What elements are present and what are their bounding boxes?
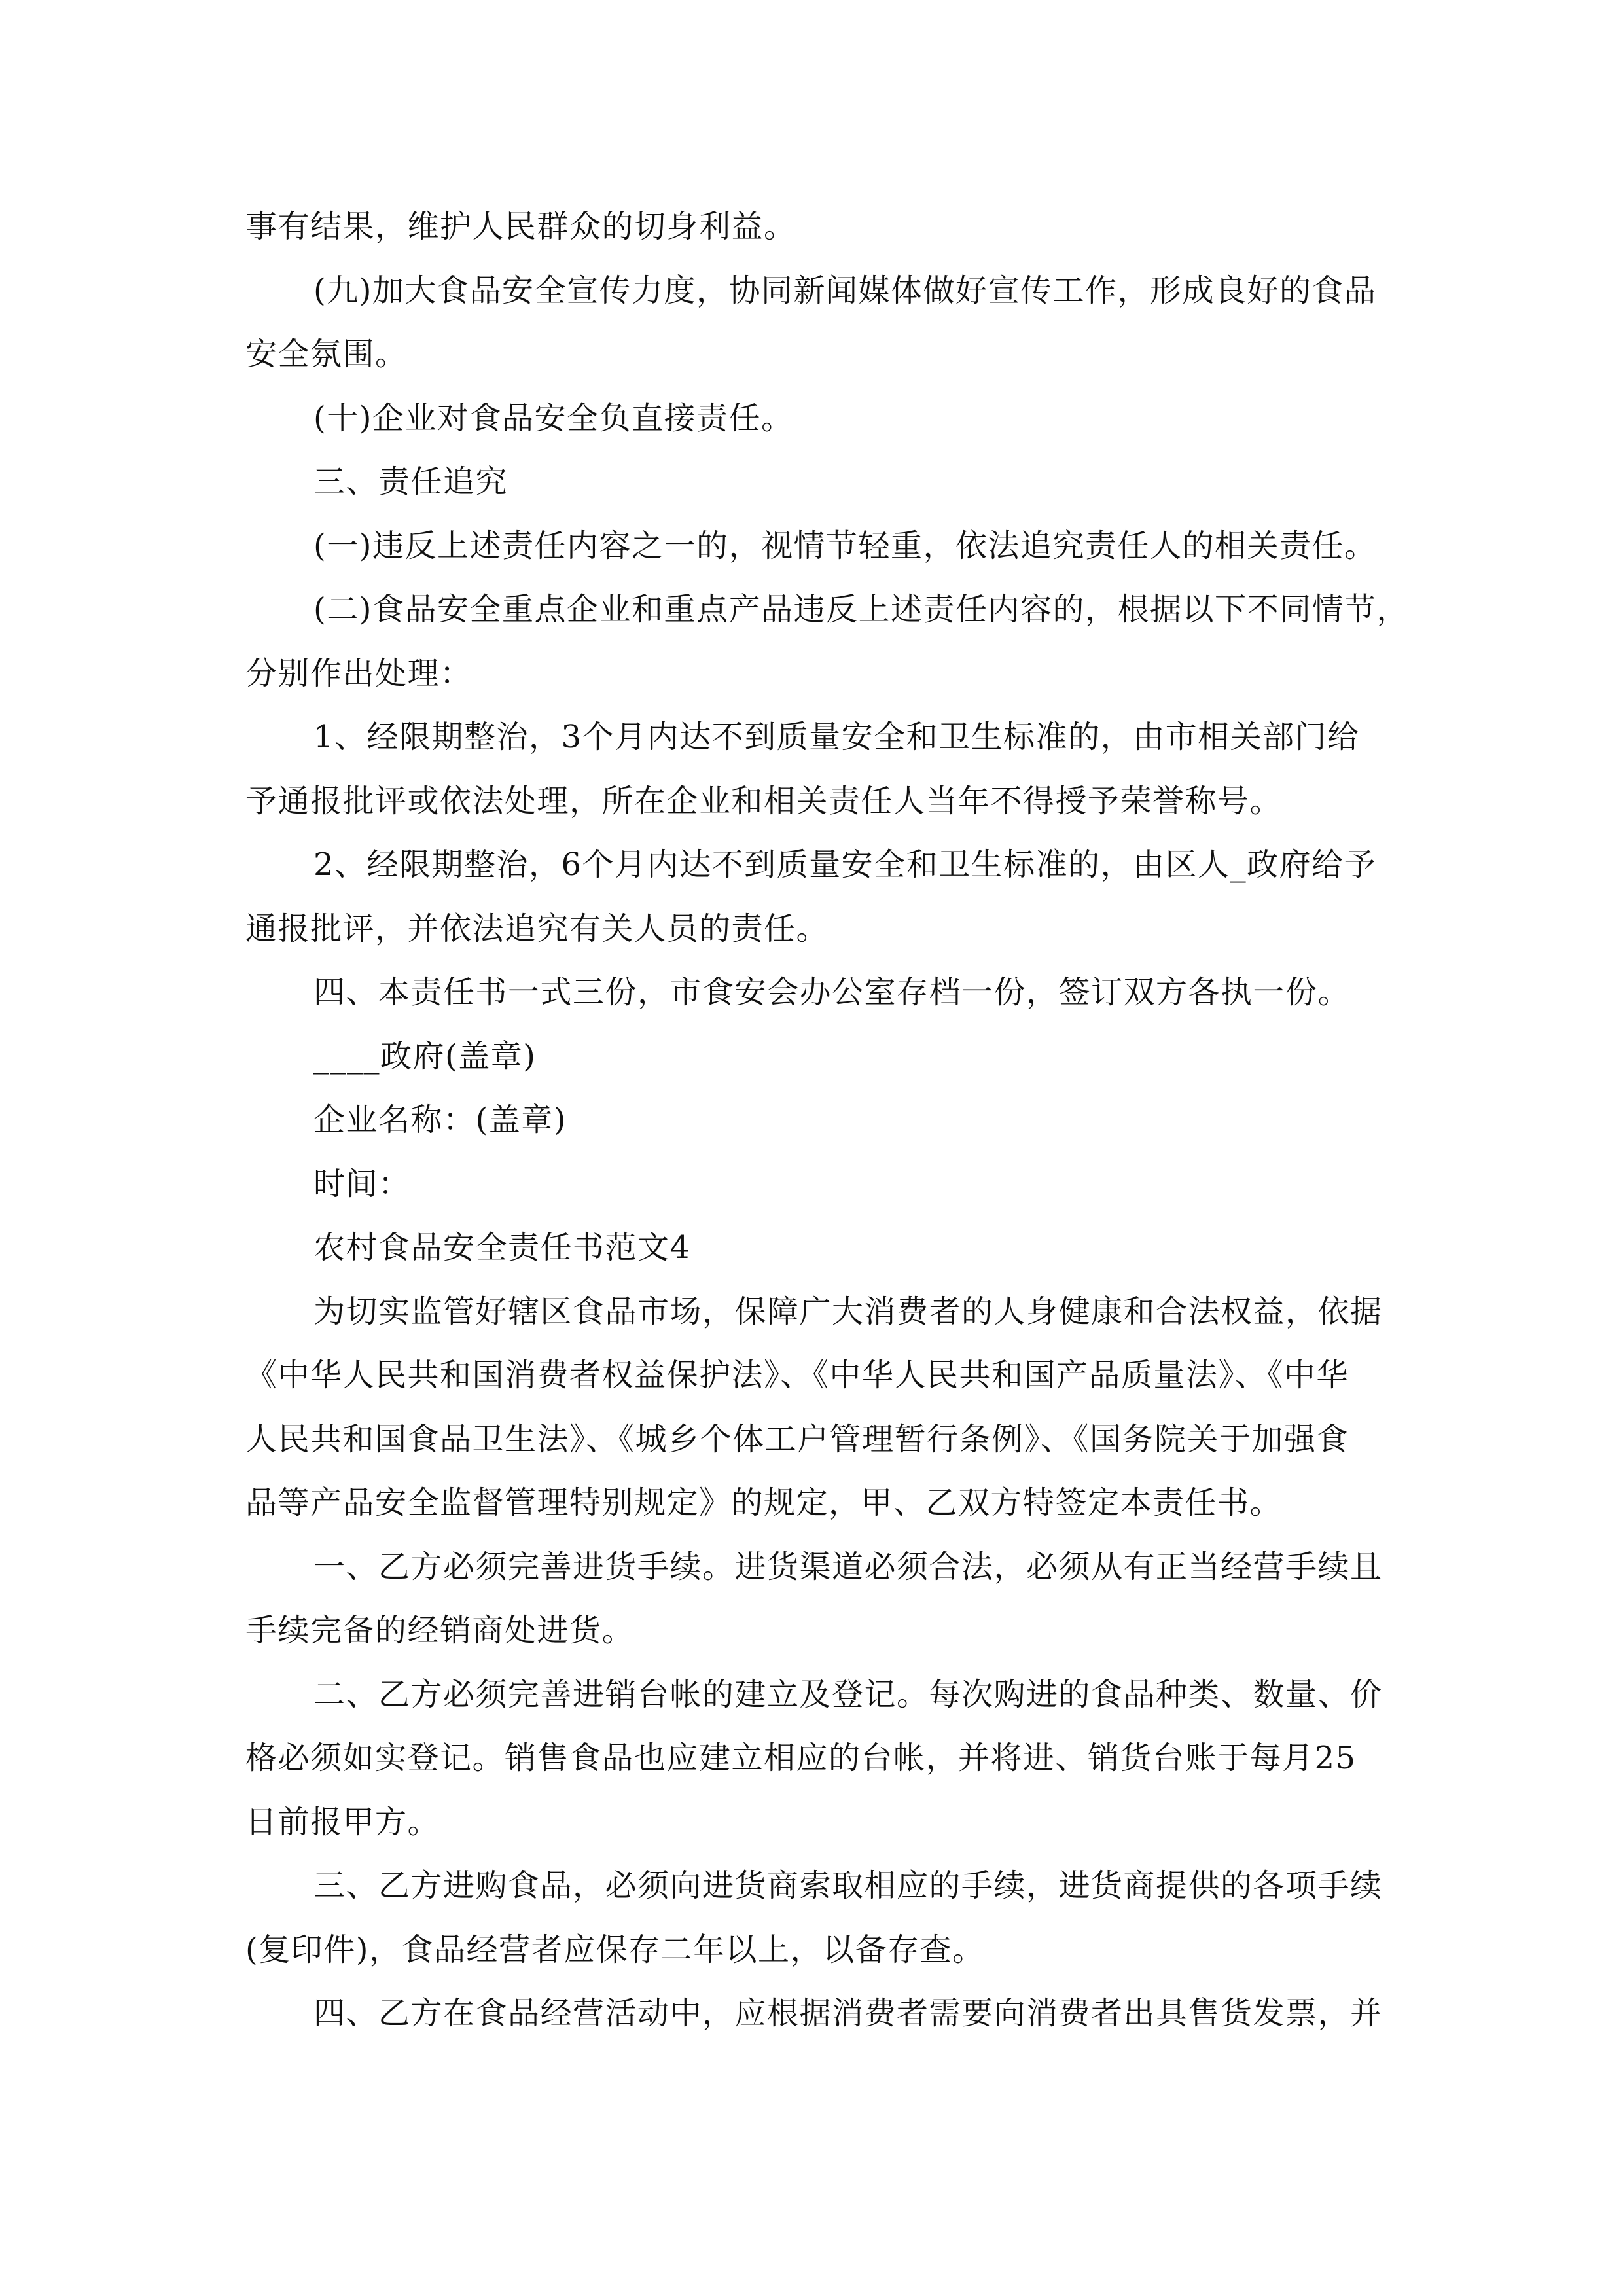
text-line: 格必须如实登记。销售食品也应建立相应的台帐，并将进、销货台账于每月25 <box>245 1740 1357 1776</box>
text-line: 2、经限期整治，6个月内达不到质量安全和卫生标准的，由区人_政府给予 <box>313 846 1377 883</box>
text-line: 企业名称：(盖章) <box>313 1102 567 1138</box>
text-line: 二、乙方必须完善进销台帐的建立及登记。每次购进的食品种类、数量、价 <box>313 1676 1383 1713</box>
text-line: (十)企业对食品安全负直接责任。 <box>313 399 794 437</box>
text-line: (一)违反上述责任内容之一的，视情节轻重，依法追究责任人的相关责任。 <box>313 527 1377 564</box>
text-line: 时间： <box>313 1165 411 1202</box>
text-line: 四、乙方在食品经营活动中，应根据消费者需要向消费者出具售货发票，并 <box>313 1995 1383 2032</box>
text-line: 为切实监管好辖区食品市场，保障广大消费者的人身健康和合法权益，依据 <box>313 1293 1383 1330</box>
text-line: 分别作出处理： <box>245 655 473 692</box>
text-line: 三、乙方进购食品，必须向进货商索取相应的手续，进货商提供的各项手续 <box>313 1867 1383 1904</box>
text-line: 一、乙方必须完善进货手续。进货渠道必须合法，必须从有正当经营手续且 <box>313 1548 1383 1585</box>
text-line: 1、经限期整治，3个月内达不到质量安全和卫生标准的，由市相关部门给 <box>313 719 1360 755</box>
text-line: 农村食品安全责任书范文4 <box>313 1229 691 1266</box>
text-line: 日前报甲方。 <box>245 1803 440 1840</box>
text-line: (二)食品安全重点企业和重点产品违反上述责任内容的，根据以下不同情节， <box>313 591 1409 628</box>
text-line: (复印件)，食品经营者应保存二年以上，以备存查。 <box>245 1931 985 1968</box>
document-body <box>245 195 1409 2046</box>
text-line: 事有结果，维护人民群众的切身利益。 <box>245 208 796 245</box>
text-line: 人民共和国食品卫生法》、《城乡个体工户管理暂行条例》、《国务院关于加强食 <box>245 1420 1349 1458</box>
text-line: 三、责任追究 <box>313 463 508 500</box>
text-line: 四、本责任书一式三份，市食安会办公室存档一份，签订双方各执一份。 <box>313 974 1351 1011</box>
text-line: 通报批评，并依法追究有关人员的责任。 <box>245 910 829 947</box>
text-line: (九)加大食品安全宣传力度，协同新闻媒体做好宣传工作，形成良好的食品 <box>313 272 1377 309</box>
text-line: 手续完备的经销商处进货。 <box>245 1612 635 1649</box>
text-line: 安全氛围。 <box>245 336 408 372</box>
text-line: 品等产品安全监督管理特别规定》的规定，甲、乙双方特签定本责任书。 <box>245 1484 1283 1521</box>
text-line: 予通报批评或依法处理，所在企业和相关责任人当年不得授予荣誉称号。 <box>245 782 1283 819</box>
text-line: 《中华人民共和国消费者权益保护法》、《中华人民共和国产品质量法》、《中华 <box>245 1357 1349 1393</box>
text-line: ____政府(盖章) <box>313 1037 537 1075</box>
